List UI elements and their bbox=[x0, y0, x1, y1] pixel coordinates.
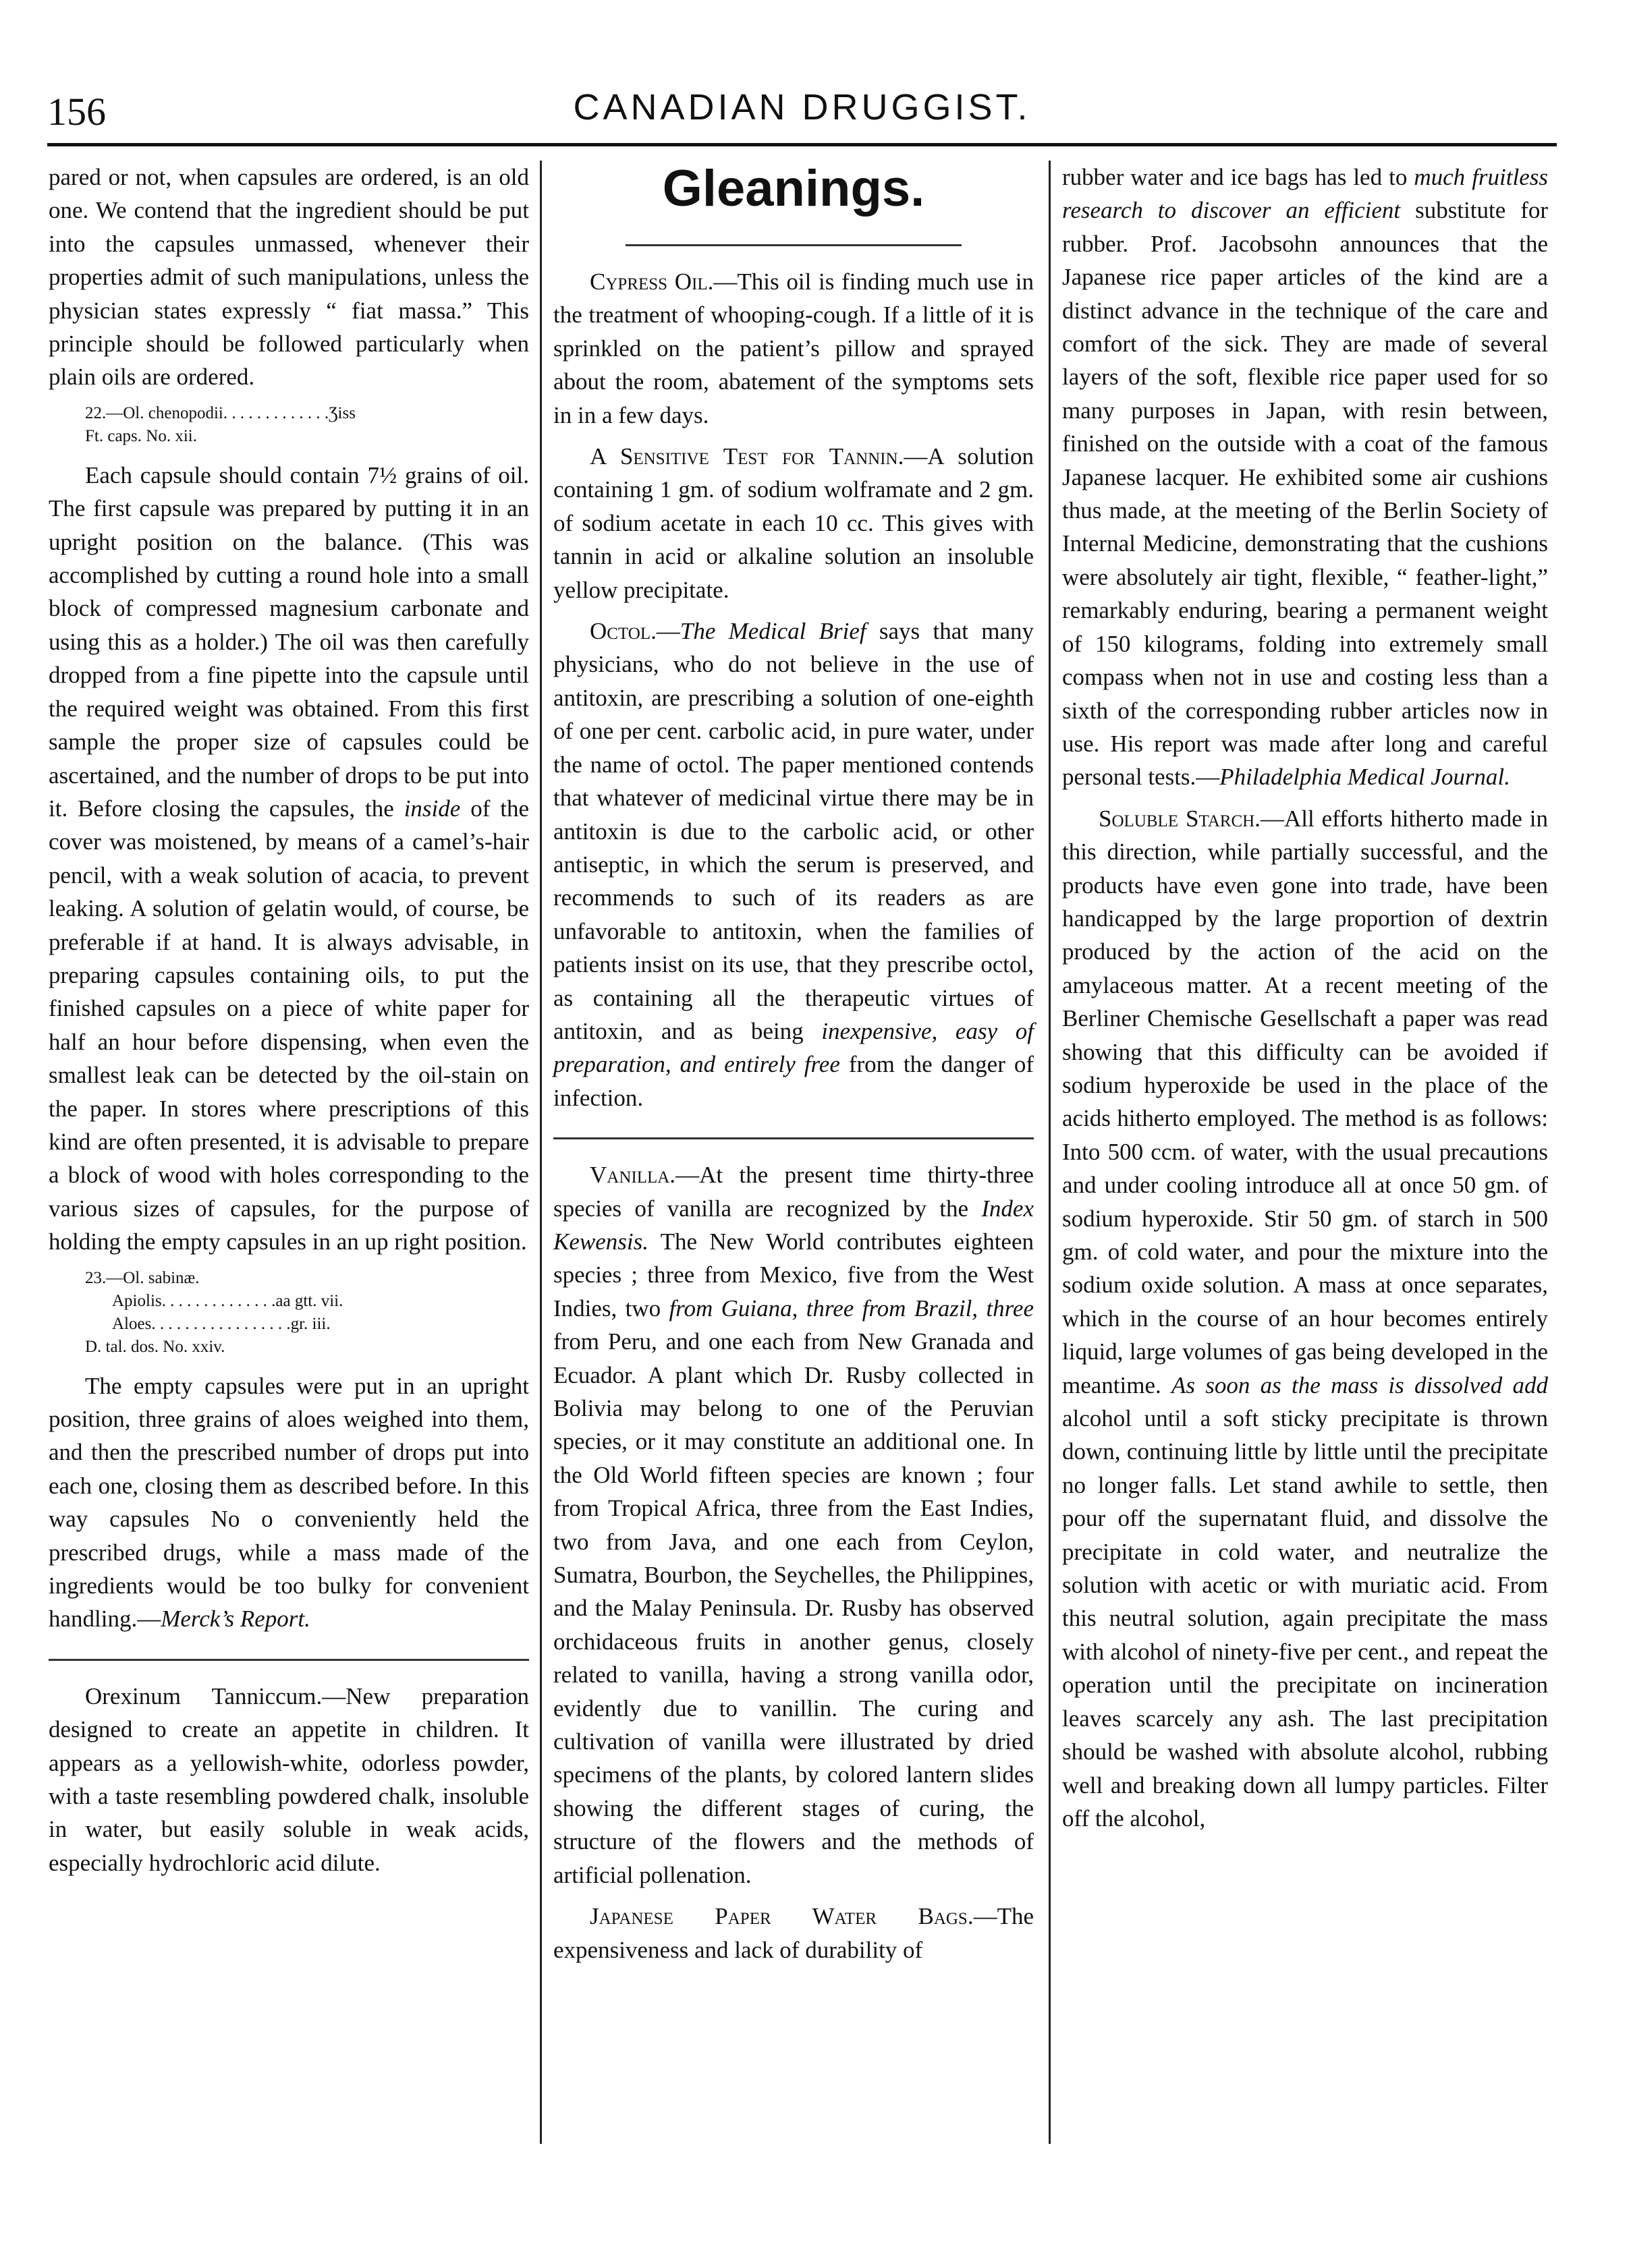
prescription-line: 22.—Ol. chenopodii. . . . . . . . . . . . .Ʒiss bbox=[85, 403, 356, 422]
item-heading: Cypress Oil. bbox=[590, 268, 714, 295]
prescription-line: 23.—Ol. sabinæ. bbox=[85, 1268, 200, 1287]
item-heading: Soluble Starch. bbox=[1099, 805, 1261, 832]
column-left bbox=[49, 161, 529, 1888]
item-octol: Octol.—The Medical Brief says that many physicians, who do not believe in the use of antitoxin, are prescribing a solution of one-eighth of one per cent. carbolic acid, in pure water, under the name of octol. The paper mentioned contends that whatever of medicinal virtue there may be in antitoxin is due to the carbolic acid, or other antiseptic, in which the serum is preserved, and recommends to such of its readers as are unfavorable to antitoxin, when the families of patients insist on its use, that they prescribe octol, as containing all the therapeutic virtues of antitoxin, and as being inexpensive, easy of preparation, and entirely free from the danger of infection. bbox=[553, 618, 1034, 1111]
running-title: CANADIAN DRUGGIST. bbox=[573, 87, 1031, 127]
item-soluble-starch: Soluble Starch.—All efforts hitherto made in this direction, while partially successful, and the products have even gone into trade, have been handicapped by the large proportion of dextrin produced by the action of the acid on the amylaceous matter. At a recent meeting of the Berliner Chemische Gesellschaft a paper was read showing that this difficulty can be avoided if sodium hyperoxide be used in the place of the acids hitherto employed. The method is as follows: Into 500 ccm. of water, with the usual precautions and under cooling introduce all at once 50 gm. of sodium hyperoxide. Stir 50 gm. of starch in 500 gm. of cold water, and pour the mixture into the sodium oxide solution. A mass at once separates, which in the course of an hour becomes entirely liquid, large volumes of gas being developed in the meantime. As soon as the mass is dissolved add alcohol until a soft sticky precipitate is thrown down, continuing little by little until the precipitate no longer falls. Let stand awhile to settle, then pour off the supernatant fluid, and dissolve the precipitate in cold water, and neutralize the solution with acetic or with muriatic acid. From this neutral solution, again precipitate the mass with alcohol of ninety-five per cent., and repeat the operation until the precipitate on incineration leaves scarcely any ash. The last precipitation should be washed with absolute alcohol, rubbing well and breaking down all lumpy particles. Filter off the alcohol, bbox=[1062, 805, 1548, 1832]
item-vanilla: Vanilla.—At the present time thirty-three species of vanilla are recognized by the Index Kewensis. The New World contributes eighteen species ; three from Mexico, five from the West Indies, two from Guiana, three from Brazil, three from Peru, and one each from New Granada and Ecuador. A plant which Dr. Rusby collected in Bolivia may belong to one of the Peruvian species, or it may constitute an additional one. In the Old World fifteen species are known ; four from Tropical Africa, three from the East Indies, two from Java, and one each from Ceylon, Sumatra, Bourbon, the Seychelles, the Philippines, and the Malay Peninsula. Dr. Rusby has observed orchidaceous fruits in another genus, closely related to vanilla, having a strong vanilla odor, evidently due to vanillin. The curing and cultivation of vanilla were illustrated by dried specimens of the plants, by colored lantern slides showing the different stages of curing, the structure of the flowers and the methods of artificial pollenation. bbox=[553, 1162, 1034, 1888]
prescription-line: D. tal. dos. No. xxiv. bbox=[85, 1337, 225, 1356]
item-tannin-test: A Sensitive Test for Tannin.—A solution containing 1 gm. of sodium wolframate and 2 gm. of sodium acetate in each 10 cc. This gives with tannin in acid or alkaline solution an insoluble yellow precipitate. bbox=[553, 443, 1034, 603]
item-heading: Vanilla. bbox=[590, 1162, 676, 1189]
item-japanese-paper-bags: Japanese Paper Water Bags.—The expensiveness and lack of durability of bbox=[553, 1903, 1034, 1963]
paragraph: The empty capsules were put in an upright position, three grains of aloes weighed into them, and then the prescribed number of drops put into each one, closing them as described before. In this way capsules No o conveniently held the prescribed drugs, while a mass made of the ingredients would be too bulky for convenient handling.—Merck’s Report. bbox=[49, 1372, 529, 1633]
item-heading: Octol. bbox=[590, 618, 657, 645]
title-rule bbox=[626, 244, 962, 246]
paragraph: Each capsule should contain 7½ grains of oil. The first capsule was prepared by putting it in an upright position on the balance. (This was accomplished by cutting a round hole into a small block of compressed magnesium carbonate and using this as a holder.) The oil was then carefully dropped from a fine pipette into the capsule until the required weight was obtained. From this first sample the proper size of capsules could be ascertained, and the number of drops to be put into it. Before closing the capsules, the inside of the cover was moistened, by means of a camel’s-hair pencil, with a weak solution of acacia, to prevent leaking. A solution of gelatin would, of course, be preferable if at hand. It is always advisable, in preparing capsules containing oils, to put the finished capsules on a piece of white paper for half an hour before dispensing, when even the smallest leak can be detected by the oil-stain on the paper. In stores where prescriptions of this kind are often presented, it is advisable to prepare a block of wood with holes corresponding to the various sizes of capsules, for the purpose of holding the empty capsules in an up right position. bbox=[49, 461, 529, 1255]
column-right bbox=[1062, 161, 1548, 1843]
paragraph: pared or not, when capsules are ordered, is an old one. We contend that the ingredient should be put into the capsules unmassed, whenever their properties admit of such manipulations, unless the physician states expressly “ fiat massa.” This principle should be followed particularly when plain oils are ordered. bbox=[49, 164, 529, 391]
header-rule bbox=[47, 143, 1557, 146]
section-separator bbox=[553, 1137, 1034, 1139]
prescription-line: Aloes. . . . . . . . . . . . . . . . .gr. iii. bbox=[112, 1314, 331, 1333]
item-heading: Japanese Paper Water Bags. bbox=[590, 1903, 974, 1930]
column-middle bbox=[553, 161, 1034, 1975]
column-divider bbox=[1049, 161, 1051, 2144]
item-heading: A Sensitive Test for Tannin. bbox=[590, 443, 904, 470]
prescription-line: Ft. caps. No. xii. bbox=[85, 426, 197, 445]
item-cypress-oil: Cypress Oil.—This oil is finding much use in the treatment of whooping-cough. If a little of it is sprinkled on the patient’s pillow and sprayed about the room, abatement of the symptoms sets in in a few days. bbox=[553, 268, 1034, 428]
column-divider bbox=[540, 161, 542, 2144]
section-separator bbox=[49, 1659, 529, 1661]
prescription-22 bbox=[85, 402, 529, 448]
paragraph: rubber water and ice bags has led to much fruitless research to discover an efficient substitute for rubber. Prof. Jacobsohn announces that the Japanese rice paper articles of the kind are a distinct advance in the technique of the care and comfort of the sick. They are made of several layers of the soft, flexible rice paper used for so many purposes in Japan, with resin between, finished on the outside with a coat of the famous Japanese lacquer. He exhibited some air cushions thus made, at the meeting of the Berlin Society of Internal Medicine, demonstrating that the cushions were absolutely air tight, flexible, “ feather-light,” remarkably enduring, bearing a permanent weight of 150 kilograms, folding into extremely small compass when not in use and costing less than a sixth of the corresponding rubber articles now in use. His report was made after long and careful personal tests.—Philadelphia Medical Journal. bbox=[1062, 164, 1548, 791]
section-title: Gleanings. bbox=[662, 160, 925, 217]
prescription-23 bbox=[85, 1267, 529, 1359]
page-header bbox=[47, 81, 1557, 135]
paragraph: Orexinum Tanniccum.—New preparation designed to create an appetite in children. It appears as a yellowish-white, odorless powder, with a taste resembling powdered chalk, insoluble in water, but easily soluble in weak acids, especially hydrochloric acid dilute. bbox=[49, 1682, 529, 1876]
page-number: 156 bbox=[47, 90, 106, 134]
prescription-line: Apiolis. . . . . . . . . . . . . .aa gtt. vii. bbox=[112, 1291, 343, 1310]
